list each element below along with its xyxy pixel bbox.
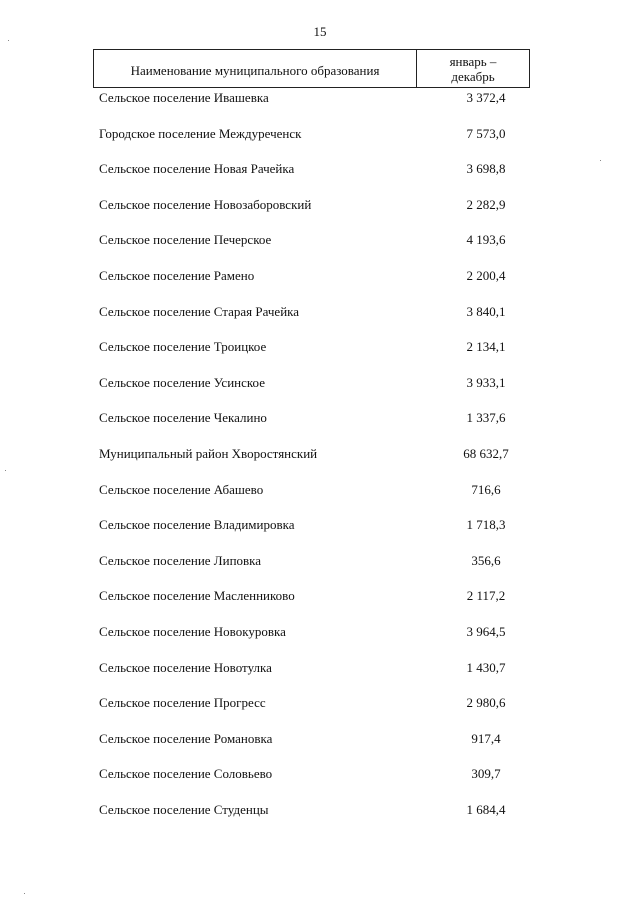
row-name: Сельское поселение Липовка: [99, 552, 262, 568]
row-name: Сельское поселение Новозаборовский: [99, 196, 312, 212]
row-name: Городское поселение Междуреченск: [99, 125, 302, 141]
row-value: 3 964,5: [466, 623, 506, 639]
row-value: 4 193,6: [466, 232, 506, 248]
row-value: 2 282,9: [466, 196, 506, 212]
row-value: 2 980,6: [466, 695, 506, 711]
column-header-name: [94, 50, 417, 87]
row-name: Сельское поселение Новокуровка: [99, 623, 286, 639]
row-name: Сельское поселение Усинское: [99, 374, 265, 390]
row-value: 917,4: [471, 730, 501, 746]
row-name: Сельское поселение Масленниково: [99, 588, 295, 604]
row-name: Сельское поселение Новотулка: [99, 659, 272, 675]
table-row: [0, 232, 640, 268]
table-row: [0, 802, 640, 838]
row-name: Сельское поселение Печерское: [99, 232, 272, 248]
row-name: Сельское поселение Новая Рачейка: [99, 161, 295, 177]
table-row: [0, 731, 640, 767]
table-row: [0, 375, 640, 411]
row-value: 1 337,6: [466, 410, 506, 426]
row-name: Сельское поселение Троицкое: [99, 339, 267, 355]
row-name: Сельское поселение Ивашевка: [99, 90, 269, 105]
row-value: 309,7: [471, 766, 501, 782]
row-name: Сельское поселение Прогресс: [99, 695, 266, 711]
row-value: 2 117,2: [466, 588, 506, 604]
row-value: 3 933,1: [466, 374, 506, 390]
scan-speck: [5, 470, 6, 471]
row-value: 1 684,4: [466, 801, 506, 817]
table-row: [0, 161, 640, 197]
row-value: 3 698,8: [466, 161, 506, 177]
scan-speck: [8, 40, 9, 41]
row-value: 2 200,4: [466, 267, 506, 283]
table-row: [0, 660, 640, 696]
scan-speck: [600, 160, 601, 161]
table-row: [0, 304, 640, 340]
row-name: Сельское поселение Студенцы: [99, 801, 269, 817]
scan-speck: [24, 893, 25, 894]
table-row: [0, 766, 640, 802]
column-header-period: [417, 50, 529, 87]
table-row: [0, 446, 640, 482]
row-value: 3 372,4: [466, 90, 506, 105]
table-row: [0, 695, 640, 731]
row-name: Муниципальный район Хворостянский: [99, 445, 318, 461]
row-value: 1 430,7: [466, 659, 506, 675]
row-name: Сельское поселение Старая Рачейка: [99, 303, 300, 319]
table-row: [0, 410, 640, 446]
row-name: Сельское поселение Романовка: [99, 730, 273, 746]
row-name: Сельское поселение Чекалино: [99, 410, 267, 426]
table-row: [0, 517, 640, 553]
row-value: 1 718,3: [466, 517, 506, 533]
table-body: [0, 90, 640, 837]
table-row: [0, 126, 640, 162]
row-value: 68 632,7: [463, 445, 509, 461]
table-row: [0, 624, 640, 660]
row-value: 356,6: [471, 552, 501, 568]
row-name: Сельское поселение Владимировка: [99, 517, 295, 533]
row-value: 3 840,1: [466, 303, 506, 319]
table-row: [0, 197, 640, 233]
table-row: [0, 553, 640, 589]
column-header-name-label: Наименование муниципального образования: [130, 63, 380, 78]
table-row: [0, 268, 640, 304]
row-name: Сельское поселение Соловьево: [99, 766, 273, 782]
row-name: Сельское поселение Абашево: [99, 481, 264, 497]
table-row: [0, 90, 640, 126]
row-value: 7 573,0: [466, 125, 506, 141]
row-name: Сельское поселение Рамено: [99, 267, 255, 283]
column-header-period-line1: январь –: [449, 53, 497, 69]
table-row: [0, 482, 640, 518]
row-value: 716,6: [471, 481, 501, 497]
table-header: [93, 49, 530, 88]
column-header-period-line2: декабрь: [451, 68, 495, 84]
page-number: 15: [313, 24, 327, 39]
table-row: [0, 339, 640, 375]
row-value: 2 134,1: [466, 339, 506, 355]
table-row: [0, 588, 640, 624]
